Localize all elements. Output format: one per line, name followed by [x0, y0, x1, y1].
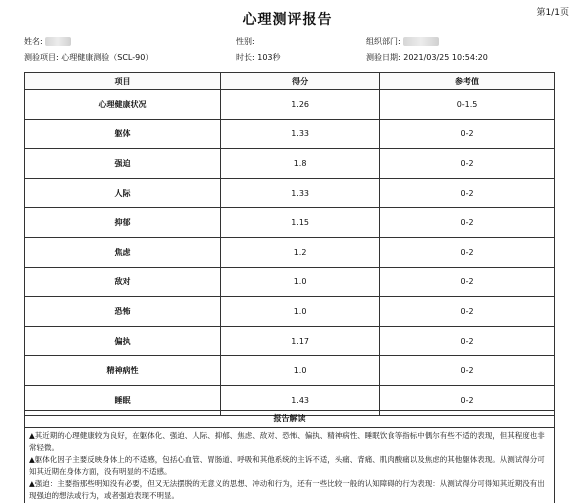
table-row [25, 326, 555, 356]
row-reference: 0-2 [380, 149, 555, 179]
row-score: 1.33 [221, 178, 380, 208]
redacted-name [45, 37, 71, 46]
page-title: 心理测评报告 [242, 12, 333, 28]
header-score: 得分 [221, 73, 380, 90]
gender-label: 性别: [236, 37, 255, 46]
row-score: 1.8 [221, 149, 380, 179]
row-item: 精神病性 [25, 356, 221, 386]
table-header-row [25, 73, 555, 90]
report-body [25, 428, 554, 503]
row-reference: 0-2 [380, 326, 555, 356]
duration-label: 时长: [236, 53, 255, 62]
row-score: 1.17 [221, 326, 380, 356]
row-reference: 0-2 [380, 267, 555, 297]
gender-field [236, 36, 255, 47]
report-paragraph: ▲其近期的心理健康较为良好，在躯体化、强迫、人际、抑郁、焦虑、敌对、恐怖、偏执、精神病性、睡眠饮食等指标中偶尔有些不适的表现，但其程度也非常轻微。 [29, 431, 545, 452]
row-item: 焦虑 [25, 237, 221, 267]
table-row [25, 178, 555, 208]
page-number: 第1/1页 [536, 8, 569, 18]
header-reference: 参考值 [380, 73, 555, 90]
name-label: 姓名: [24, 37, 43, 46]
row-reference: 0-2 [380, 178, 555, 208]
duration-value: 103秒 [257, 53, 281, 62]
date-value: 2021/03/25 10:54:20 [403, 53, 488, 62]
row-item: 睡眠 [25, 385, 221, 415]
row-item: 强迫 [25, 149, 221, 179]
row-item: 心理健康状况 [25, 90, 221, 120]
org-label: 组织部门: [366, 37, 401, 46]
report-paragraph: ▲躯体化因子主要反映身体上的不适感，包括心血管、胃肠道、呼吸和其他系统的主诉不适，头痛、背痛、肌肉酸痛以及焦虑的其他躯体表现。从测试得分可知其近期在身体方面，没有明显的不适感。 [29, 455, 545, 476]
duration-field [236, 52, 281, 63]
row-score: 1.0 [221, 356, 380, 386]
table-row [25, 119, 555, 149]
report-paragraph: ▲强迫：主要指那些明知没有必要，但又无法摆脱的无意义的思想、冲动和行为，还有一些比较一般的认知障碍的行为表现：从测试得分可得知其近期没有出现强迫的想法或行为，或者强迫表现不明显。 [29, 479, 545, 500]
row-score: 1.2 [221, 237, 380, 267]
name-field [24, 36, 71, 47]
table-row [25, 237, 555, 267]
table-row [25, 297, 555, 327]
project-value: 心理健康测验（SCL-90） [61, 53, 154, 62]
row-item: 偏执 [25, 326, 221, 356]
row-item: 人际 [25, 178, 221, 208]
table-row [25, 356, 555, 386]
row-item: 躯体 [25, 119, 221, 149]
row-score: 1.0 [221, 297, 380, 327]
project-field [24, 52, 153, 63]
redacted-org [403, 37, 439, 46]
row-score: 1.15 [221, 208, 380, 238]
report-interpretation [24, 410, 555, 503]
row-item: 抑郁 [25, 208, 221, 238]
row-reference: 0-2 [380, 119, 555, 149]
row-score: 1.43 [221, 385, 380, 415]
row-reference: 0-2 [380, 297, 555, 327]
row-reference: 0-2 [380, 356, 555, 386]
row-reference: 0-2 [380, 385, 555, 415]
row-reference: 0-2 [380, 237, 555, 267]
table-row [25, 90, 555, 120]
score-table [24, 72, 555, 416]
row-item: 恐怖 [25, 297, 221, 327]
header-item: 项目 [25, 73, 221, 90]
org-field [366, 36, 439, 47]
row-score: 1.26 [221, 90, 380, 120]
report-title: 报告解读 [25, 411, 554, 428]
table-row [25, 208, 555, 238]
date-field [366, 52, 488, 63]
row-score: 1.0 [221, 267, 380, 297]
date-label: 测验日期: [366, 53, 401, 62]
row-reference: 0-2 [380, 208, 555, 238]
row-score: 1.33 [221, 119, 380, 149]
row-reference: 0-1.5 [380, 90, 555, 120]
table-row [25, 267, 555, 297]
project-label: 测验项目: [24, 53, 59, 62]
table-row [25, 149, 555, 179]
row-item: 敌对 [25, 267, 221, 297]
